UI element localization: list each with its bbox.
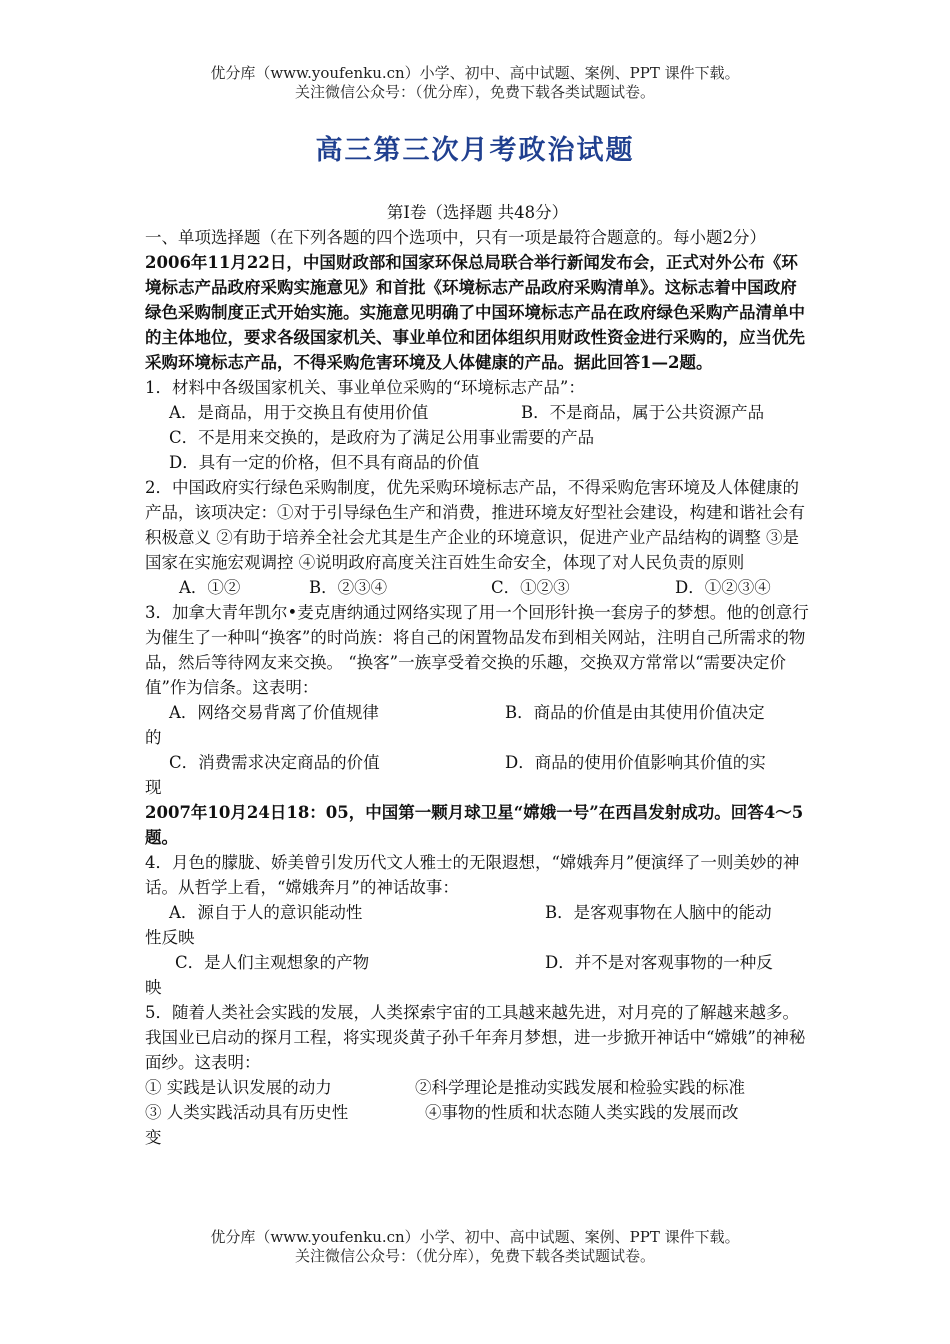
- q4-option-c: C．是人们主观想象的产物: [175, 953, 370, 972]
- q2-option-a: A．①②: [179, 578, 241, 597]
- q5-option-3: ③ 人类实践活动具有历史性: [145, 1103, 349, 1122]
- q1-option-c: C．不是用来交换的，是政府为了满足公用事业需要的产品: [169, 428, 595, 447]
- material-2: 2007年10月24日18：05，中国第一颗月球卫星“嫦娥一号”在西昌发射成功。回答4～5题。: [145, 803, 804, 847]
- q2-options: [145, 575, 810, 600]
- q1-option-d: D．具有一定的价格，但不具有商品的价值: [169, 453, 480, 472]
- q4-option-d-wrap: 映: [145, 978, 162, 997]
- header-line-2: 关注微信公众号：（优分库），免费下载各类试题试卷。: [294, 83, 655, 101]
- q3-option-c: C．消费需求决定商品的价值: [169, 753, 380, 772]
- q5-option-4: ④事物的性质和状态随人类实践的发展而改: [425, 1103, 739, 1122]
- q3-option-a: A．网络交易背离了价值规律: [169, 703, 379, 722]
- q4-stem: 4．月色的朦胧、娇美曾引发历代文人雅士的无限遐想，“嫦娥奔月”便演绎了一则美妙的神话。从哲学上看，“嫦娥奔月”的神话故事：: [145, 853, 800, 897]
- q5-options-row-2: [145, 1100, 810, 1125]
- q3-option-d: D．商品的使用价值影响其价值的实: [505, 753, 766, 772]
- footer-line-2: 关注微信公众号：（优分库），免费下载各类试题试卷。: [294, 1247, 655, 1265]
- section-instruction: 一、单项选择题（在下列各题的四个选项中，只有一项是最符合题意的。每小题2分）: [145, 228, 766, 247]
- q2-option-b: B．②③④: [309, 578, 388, 597]
- q4-options-row-1: [145, 900, 810, 925]
- q3-options-row-1: [145, 700, 810, 725]
- q4-option-b-wrap: 性反映: [145, 928, 195, 947]
- q3-option-b: B．商品的价值是由其使用价值决定: [505, 703, 765, 722]
- q3-option-d-wrap: 现: [145, 778, 162, 797]
- page-footer: [0, 1228, 950, 1266]
- q5-option-2: ②科学理论是推动实践发展和检验实践的标准: [415, 1078, 745, 1097]
- q5-option-1: ① 实践是认识发展的动力: [145, 1078, 332, 1097]
- q1-stem: 1．材料中各级国家机关、事业单位采购的“环境标志产品”：: [145, 378, 585, 397]
- q3-options-row-2: [145, 750, 810, 775]
- page-title: 高三第三次月考政治试题: [315, 135, 635, 166]
- exam-content: [145, 200, 810, 1150]
- section-heading: 第Ⅰ卷（选择题 共48分）: [386, 203, 569, 222]
- q5-stem: 5．随着人类社会实践的发展，人类探索宇宙的工具越来越先进，对月亮的了解越来越多。我国业已启动的探月工程，将实现炎黄子孙千年奔月梦想，进一步掀开神话中“嫦娥”的神秘面纱。这表明：: [145, 1003, 806, 1072]
- q5-options-row-1: [145, 1075, 810, 1100]
- header-line-1: 优分库（www.youfenku.cn）小学、初中、高中试题、案例、PPT 课件下载。: [210, 64, 740, 82]
- q1-option-a: A．是商品，用于交换且有使用价值: [169, 403, 429, 422]
- material-1: 2006年11月22日，中国财政部和国家环保总局联合举行新闻发布会，正式对外公布《环境标志产品政府采购实施意见》和首批《环境标志产品政府采购清单》。这标志着中国政府绿色采购制度正式开始实施。实施意见明确了中国环境标志产品在政府绿色采购产品清单中的主体地位，要求各级国家机关、事业单位和团体组织用财政性资金进行采购的，应当优先采购环境标志产品，不得采购危害环境及人体健康的产品。据此回答1—2题。: [145, 253, 805, 372]
- q4-options-row-2: [145, 950, 810, 975]
- footer-line-1: 优分库（www.youfenku.cn）小学、初中、高中试题、案例、PPT 课件下载。: [210, 1228, 740, 1246]
- q4-option-a: A．源自于人的意识能动性: [169, 903, 363, 922]
- q3-stem: 3．加拿大青年凯尔•麦克唐纳通过网络实现了用一个回形针换一套房子的梦想。他的创意行为催生了一种叫“换客”的时尚族：将自己的闲置物品发布到相关网站，注明自己所需求的物品，然后等待网友来交换。 “换客”一族享受着交换的乐趣，交换双方常常以“需要决定价值”作为信条。这表明：: [145, 603, 809, 697]
- q1-option-b: B．不是商品，属于公共资源产品: [521, 403, 765, 422]
- q2-stem: 2．中国政府实行绿色采购制度，优先采购环境标志产品，不得采购危害环境及人体健康的产品，该项决定：①对于引导绿色生产和消费，推进环境友好型社会建设，构建和谐社会有积极意义 ②有助于培养全社会尤其是生产企业的环境意识，促进产业产品结构的调整 ③是国家在实施宏观调控 ④说明政府高度关注百姓生命安全，体现了对人民负责的原则: [145, 478, 805, 572]
- page-header: [0, 64, 950, 102]
- q4-option-d: D．并不是对客观事物的一种反: [545, 953, 773, 972]
- q5-option-4-wrap: 变: [145, 1128, 162, 1147]
- q2-option-d: D．①②③④: [675, 578, 771, 597]
- q1-options-row-1: [145, 400, 810, 425]
- q3-option-b-wrap: 的: [145, 728, 162, 747]
- q2-option-c: C．①②③: [491, 578, 570, 597]
- q4-option-b: B．是客观事物在人脑中的能动: [545, 903, 772, 922]
